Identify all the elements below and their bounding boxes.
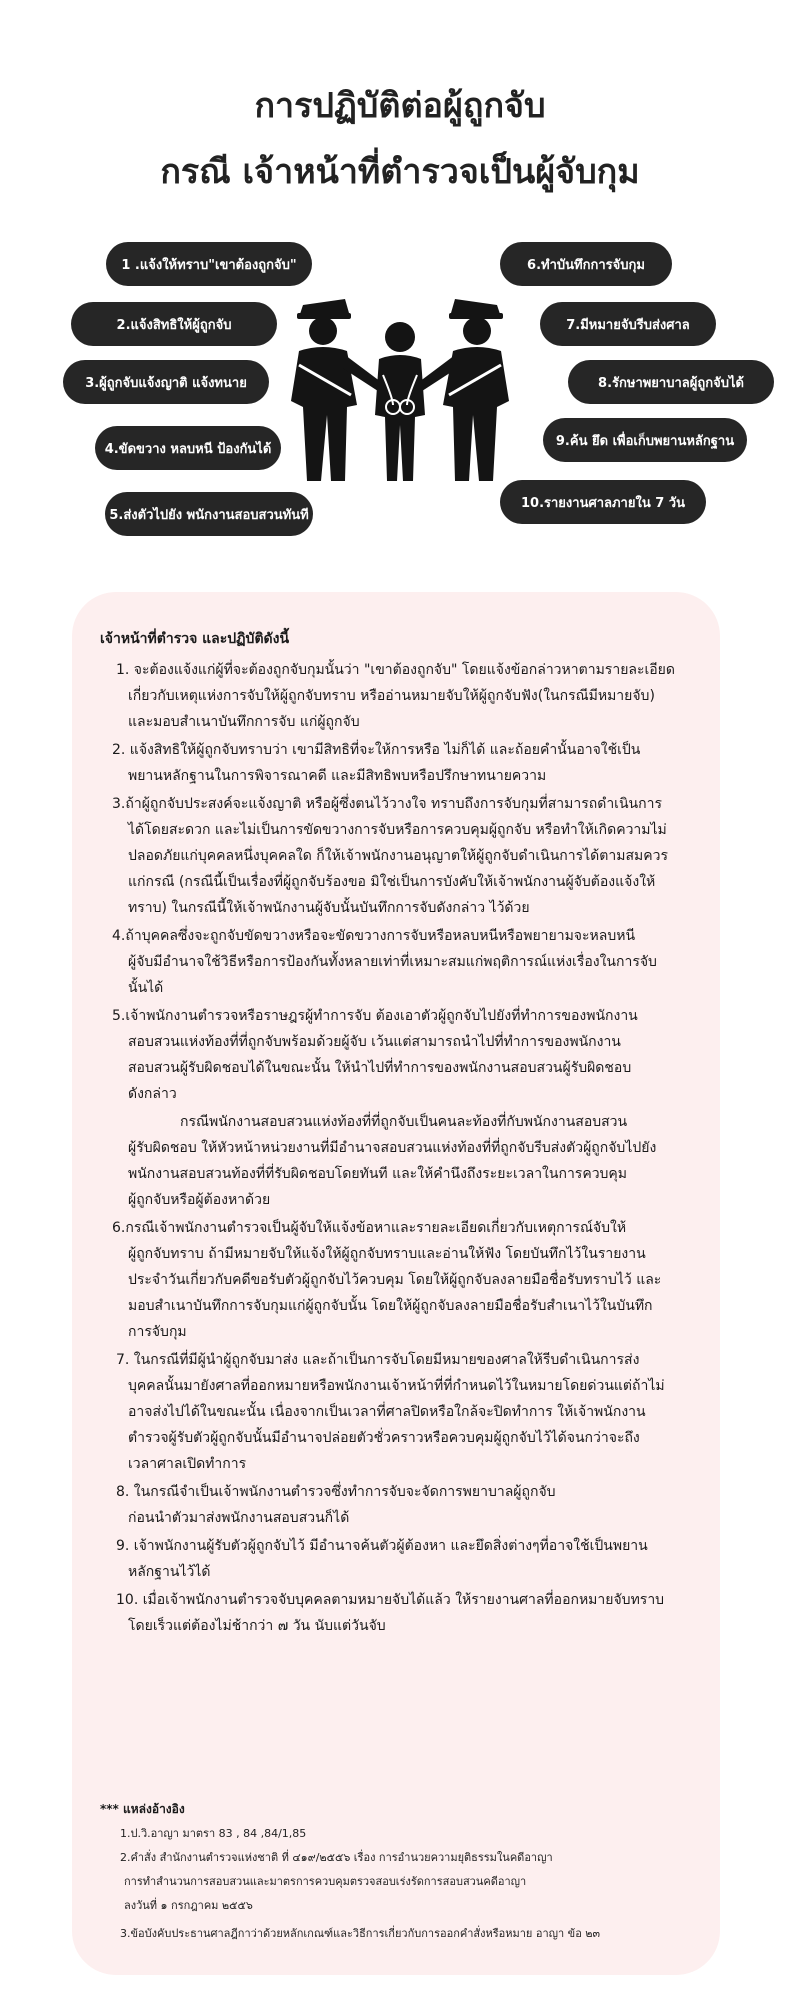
instruction-line: 10. เมื่อเจ้าพนักงานตำรวจจับบุคคลตามหมายจับได้แล้ว ให้รายงานศาลที่ออกหมายจับทราบ bbox=[116, 1592, 665, 1608]
instruction-line: มอบสำเนาบันทึกการจับกุมแก่ผู้ถูกจับนั้น โดยให้ผู้ถูกจับลงลายมือชื่อรับสำเนาไว้ในบันทึก bbox=[128, 1298, 653, 1314]
instruction-line: ผู้ถูกจับหรือผู้ต้องหาด้วย bbox=[128, 1192, 271, 1208]
page-title-line-2: กรณี เจ้าหน้าที่ตำรวจเป็นผู้จับกุม bbox=[160, 152, 640, 192]
step-3-pill: 3.ผู้ถูกจับแจ้งญาติ แจ้งทนาย bbox=[63, 360, 269, 404]
instruction-line: ดังกล่าว bbox=[128, 1086, 177, 1102]
instruction-line: 5.เจ้าพนักงานตำรวจหรือราษฎรผู้ทำการจับ ต้องเอาตัวผู้ถูกจับไปยังที่ทำการของพนักงาน bbox=[112, 1008, 638, 1024]
step-10-pill: 10.รายงานศาลภายใน 7 วัน bbox=[500, 480, 706, 524]
reference-line: 3.ข้อบังคับประธานศาลฎีกาว่าด้วยหลักเกณฑ์และวิธีการเกี่ยวกับการออกคำสั่งหรือหมาย อาญา ข้อ ๒๓ bbox=[120, 1927, 601, 1940]
instruction-line: ประจำวันเกี่ยวกับคดีขอรับตัวผู้ถูกจับไว้ควบคุม โดยให้ผู้ถูกจับลงลายมือชื่อรับทราบไว้ และ bbox=[128, 1272, 662, 1288]
instruction-line: บุคคลนั้นมายังศาลที่ออกหมายหรือพนักงานเจ้าหน้าที่ที่กำหนดไว้ในหมายโดยด่วนแต่ถ้าไม่ bbox=[128, 1378, 665, 1394]
page-title-line-1: การปฏิบัติต่อผู้ถูกจับ bbox=[254, 86, 546, 126]
references-heading: *** แหล่งอ้างอิง bbox=[100, 1802, 185, 1816]
reference-line: การทำสำนวนการสอบสวนและมาตรการควบคุมตรวจสอบเร่งรัดการสอบสวนคดีอาญา bbox=[124, 1875, 527, 1888]
step-6-pill: 6.ทำบันทึกการจับกุม bbox=[500, 242, 672, 286]
instruction-line: สอบสวนแห่งท้องที่ที่ถูกจับพร้อมด้วยผู้จับ เว้นแต่สามารถนำไปที่ทำการของพนักงาน bbox=[128, 1034, 621, 1050]
instruction-line: 2. แจ้งสิทธิให้ผู้ถูกจับทราบว่า เขามีสิทธิที่จะให้การหรือ ไม่ก็ได้ และถ้อยคำนั้นอาจใช้เป็น bbox=[112, 742, 641, 758]
instruction-line: เวลาศาลเปิดทำการ bbox=[128, 1456, 247, 1472]
instruction-line: ทราบ) ในกรณีนี้ให้เจ้าพนักงานผู้จับนั้นบันทึกการจับดังกล่าว ไว้ด้วย bbox=[128, 900, 530, 916]
instruction-line: 6.กรณีเจ้าพนักงานตำรวจเป็นผู้จับให้แจ้งข้อหาและรายละเอียดเกี่ยวกับเหตุการณ์จับให้ bbox=[112, 1220, 627, 1236]
instruction-line: สอบสวนผู้รับผิดชอบได้ในขณะนั้น ให้นำไปที่ทำการของพนักงานสอบสวนผู้รับผิดชอบ bbox=[128, 1060, 632, 1076]
step-4-pill: 4.ขัดขวาง หลบหนี ป้องกันได้ bbox=[95, 426, 281, 470]
instruction-line: ผู้รับผิดชอบ ให้หัวหน้าหน่วยงานที่มีอำนาจสอบสวนแห่งท้องที่ที่ถูกจับรีบส่งตัวผู้ถูกจับไปยัง bbox=[128, 1140, 657, 1156]
police-arrest-icon bbox=[285, 295, 515, 485]
instruction-line: กรณีพนักงานสอบสวนแห่งท้องที่ที่ถูกจับเป็นคนละท้องที่กับพนักงานสอบสวน bbox=[180, 1114, 628, 1130]
instruction-line: แก่กรณี (กรณีนี้เป็นเรื่องที่ผู้ถูกจับร้องขอ มิใช่เป็นการบังคับให้เจ้าพนักงานผู้จับต้องแจ้งให้ bbox=[128, 874, 656, 890]
instruction-line: 7. ในกรณีที่มีผู้นำผู้ถูกจับมาส่ง และถ้าเป็นการจับโดยมีหมายของศาลให้รีบดำเนินการส่ง bbox=[116, 1352, 640, 1368]
instruction-line: ปลอดภัยแก่บุคคลหนึ่งบุคคลใด ก็ให้เจ้าพนักงานอนุญาตให้ผู้ถูกจับดำเนินการได้ตามสมควร bbox=[128, 848, 668, 864]
step-9-pill: 9.ค้น ยึด เพื่อเก็บพยานหลักฐาน bbox=[543, 418, 747, 462]
instruction-line: และมอบสำเนาบันทึกการจับ แก่ผู้ถูกจับ bbox=[128, 714, 360, 730]
instruction-line: โดยเร็วแต่ต้องไม่ช้ากว่า ๗ วัน นับแต่วันจับ bbox=[128, 1618, 386, 1634]
reference-line: 2.คำสั่ง สำนักงานตำรวจแห่งชาติ ที่ ๔๑๙/๒๕๕๖ เรื่อง การอำนวยความยุติธรรมในคดีอาญา bbox=[120, 1851, 553, 1864]
instruction-line: 3.ถ้าผู้ถูกจับประสงค์จะแจ้งญาติ หรือผู้ซึ่งตนไว้วางใจ ทราบถึงการจับกุมที่สามารถดำเนินการ bbox=[112, 796, 662, 812]
instruction-line: ผู้ถูกจับทราบ ถ้ามีหมายจับให้แจ้งให้ผู้ถูกจับทราบและอ่านให้ฟัง โดยบันทึกไว้ในรายงาน bbox=[128, 1246, 646, 1262]
step-1-pill: 1 .แจ้งให้ทราบ"เขาต้องถูกจับ" bbox=[106, 242, 312, 286]
instruction-line: ได้โดยสะดวก และไม่เป็นการขัดขวางการจับหรือการควบคุมผู้ถูกจับ หรือทำให้เกิดความไม่ bbox=[128, 822, 667, 838]
instruction-line: 9. เจ้าพนักงานผู้รับตัวผู้ถูกจับไว้ มีอำนาจค้นตัวผู้ต้องหา และยึดสิ่งต่างๆที่อาจใช้เป็นพยาน bbox=[116, 1538, 648, 1554]
reference-line: ลงวันที่ ๑ กรกฎาคม ๒๕๕๖ bbox=[124, 1899, 253, 1912]
instruction-line: หลักฐานไว้ได้ bbox=[128, 1564, 211, 1580]
instruction-line: นั้นได้ bbox=[128, 980, 164, 996]
step-7-pill: 7.มีหมายจับรีบส่งศาล bbox=[540, 302, 716, 346]
step-5-pill: 5.ส่งตัวไปยัง พนักงานสอบสวนทันที bbox=[105, 492, 313, 536]
section-heading: เจ้าหน้าที่ตำรวจ และปฏิบัติดังนี้ bbox=[100, 631, 290, 647]
instruction-line: อาจส่งไปได้ในขณะนั้น เนื่องจากเป็นเวลาที่ศาลปิดหรือใกล้จะปิดทำการ ให้เจ้าพนักงาน bbox=[128, 1404, 646, 1420]
instruction-line: ก่อนนำตัวมาส่งพนักงานสอบสวนก็ได้ bbox=[128, 1510, 350, 1526]
instruction-line: 4.ถ้าบุคคลซึ่งจะถูกจับขัดขวางหรือจะขัดขวางการจับหรือหลบหนีหรือพยายามจะหลบหนี bbox=[112, 928, 636, 944]
instruction-line: พนักงานสอบสวนท้องที่ที่รับผิดชอบโดยทันที และให้คำนึงถึงระยะเวลาในการควบคุม bbox=[128, 1166, 628, 1182]
instruction-line: การจับกุม bbox=[128, 1324, 187, 1340]
instruction-line: 8. ในกรณีจำเป็นเจ้าพนักงานตำรวจซึ่งทำการจับจะจัดการพยาบาลผู้ถูกจับ bbox=[116, 1484, 556, 1500]
instruction-line: พยานหลักฐานในการพิจารณาคดี และมีสิทธิพบหรือปรึกษาทนายความ bbox=[128, 768, 547, 784]
step-8-pill: 8.รักษาพยาบาลผู้ถูกจับได้ bbox=[568, 360, 774, 404]
instruction-line: ตำรวจผู้รับตัวผู้ถูกจับนั้นมีอำนาจปล่อยตัวชั่วคราวหรือควบคุมผู้ถูกจับไว้ได้จนกว่าจะถึง bbox=[128, 1430, 640, 1446]
instruction-line: เกี่ยวกับเหตุแห่งการจับให้ผู้ถูกจับทราบ หรืออ่านหมายจับให้ผู้ถูกจับฟัง(ในกรณีมีหมายจับ) bbox=[128, 688, 655, 704]
reference-line: 1.ป.วิ.อาญา มาตรา 83 , 84 ,84/1,85 bbox=[120, 1827, 307, 1840]
instruction-line: 1. จะต้องแจ้งแก่ผู้ที่จะต้องถูกจับกุมนั้นว่า "เขาต้องถูกจับ" โดยแจ้งข้อกล่าวหาตามรายละเอียด bbox=[116, 662, 675, 678]
step-2-pill: 2.แจ้งสิทธิให้ผู้ถูกจับ bbox=[71, 302, 277, 346]
instruction-line: ผู้จับมีอำนาจใช้วิธีหรือการป้องกันทั้งหลายเท่าที่เหมาะสมแก่พฤติการณ์แห่งเรื่องในการจับ bbox=[128, 954, 657, 970]
